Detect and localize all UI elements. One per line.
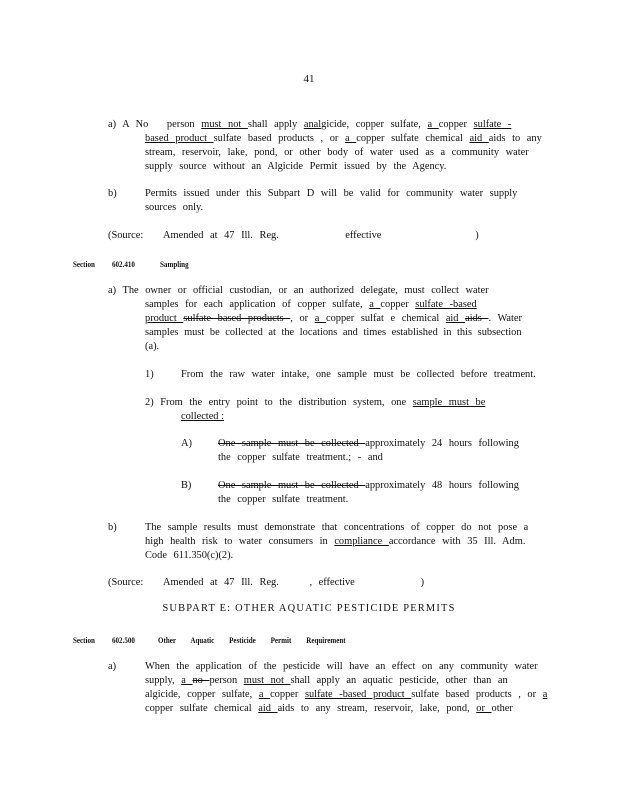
p5-line-3: algicide, copper sulfate, a copper sulfate -based product sulfate based products , or a (145, 689, 548, 700)
item-1-text: From the raw water intake, one sample must be collected before treatment. (181, 369, 536, 380)
p3-line-5: (a). (145, 341, 160, 352)
item-1-label: 1) (145, 369, 154, 380)
section-number: 602.410 (112, 259, 135, 269)
p2-line-2: sources only. (145, 202, 204, 213)
item-b-line-2: the copper sulfate treatment. (218, 494, 349, 505)
p4-line-1: The sample results must demonstrate that concentrations of copper do not pose a (145, 522, 529, 533)
subpart-heading: SUBPART E: OTHER AQUATIC PESTICIDE PERMITS (162, 603, 456, 614)
item-a-label: A) (181, 438, 192, 449)
item-a-line-1: One sample must be collected approximately 24 hours following (218, 438, 519, 449)
p5-label: a) (108, 661, 117, 672)
p1-line-2: based product sulfate based products , or a copper sulfate chemical aid aids to any (145, 133, 542, 144)
p4-label: b) (108, 522, 117, 533)
section-label: Section (73, 635, 95, 645)
page-number: 41 (303, 73, 315, 85)
p4-line-3: Code 611.350(c)(2). (145, 550, 234, 561)
section-title: Other Aquatic Pesticide Permit Requirement (158, 635, 346, 645)
p5-line-2: supply, a no person must not shall apply an aquatic pesticide, other than an (145, 675, 508, 686)
item-b-label: B) (181, 480, 192, 491)
item-b-line-1: One sample must be collected approximately 48 hours following (218, 480, 519, 491)
source-note-1: (Source: Amended at 47 Ill. Reg. effective ) (108, 230, 479, 241)
p3-line-4: samples must be collected at the locations and times established in this subsection (145, 327, 522, 338)
p2-label: b) (108, 188, 117, 199)
p1-line-1: a) A No person must not shall apply analgicide, copper sulfate, a copper sulfate - (108, 119, 512, 130)
item-2-line-1: 2) From the entry point to the distribution system, one sample must be (145, 397, 486, 408)
p2-line-1: Permits issued under this Subpart D will be valid for community water supply (145, 188, 518, 199)
p1-line-3: stream, reservoir, lake, pond, or other body of water used as a community water (145, 147, 529, 158)
p1-line-4: supply source without an Algicide Permit issued by the Agency. (145, 161, 447, 172)
source-note-2: (Source: Amended at 47 Ill. Reg. , effective ) (108, 577, 425, 588)
section-title: Sampling (160, 259, 189, 269)
item-a-line-2: the copper sulfate treatment.; - and (218, 452, 383, 463)
p4-line-2: high health risk to water consumers in compliance accordance with 35 Ill. Adm. (145, 536, 526, 547)
item-2-line-2: collected : (181, 411, 224, 422)
section-number: 602.500 (112, 635, 135, 645)
p5-line-1: When the application of the pesticide will have an effect on any community water (145, 661, 538, 672)
p3-line-2: samples for each application of copper sulfate, a copper sulfate -based (145, 299, 477, 310)
p5-line-4: copper sulfate chemical aid aids to any stream, reservoir, lake, pond, or other (145, 703, 513, 714)
section-label: Section (73, 259, 95, 269)
p3-line-1: a) The owner or official custodian, or an authorized delegate, must collect water (108, 285, 489, 296)
p3-line-3: product sulfate based products , or a copper sulfat e chemical aid aids . Water (145, 313, 523, 324)
